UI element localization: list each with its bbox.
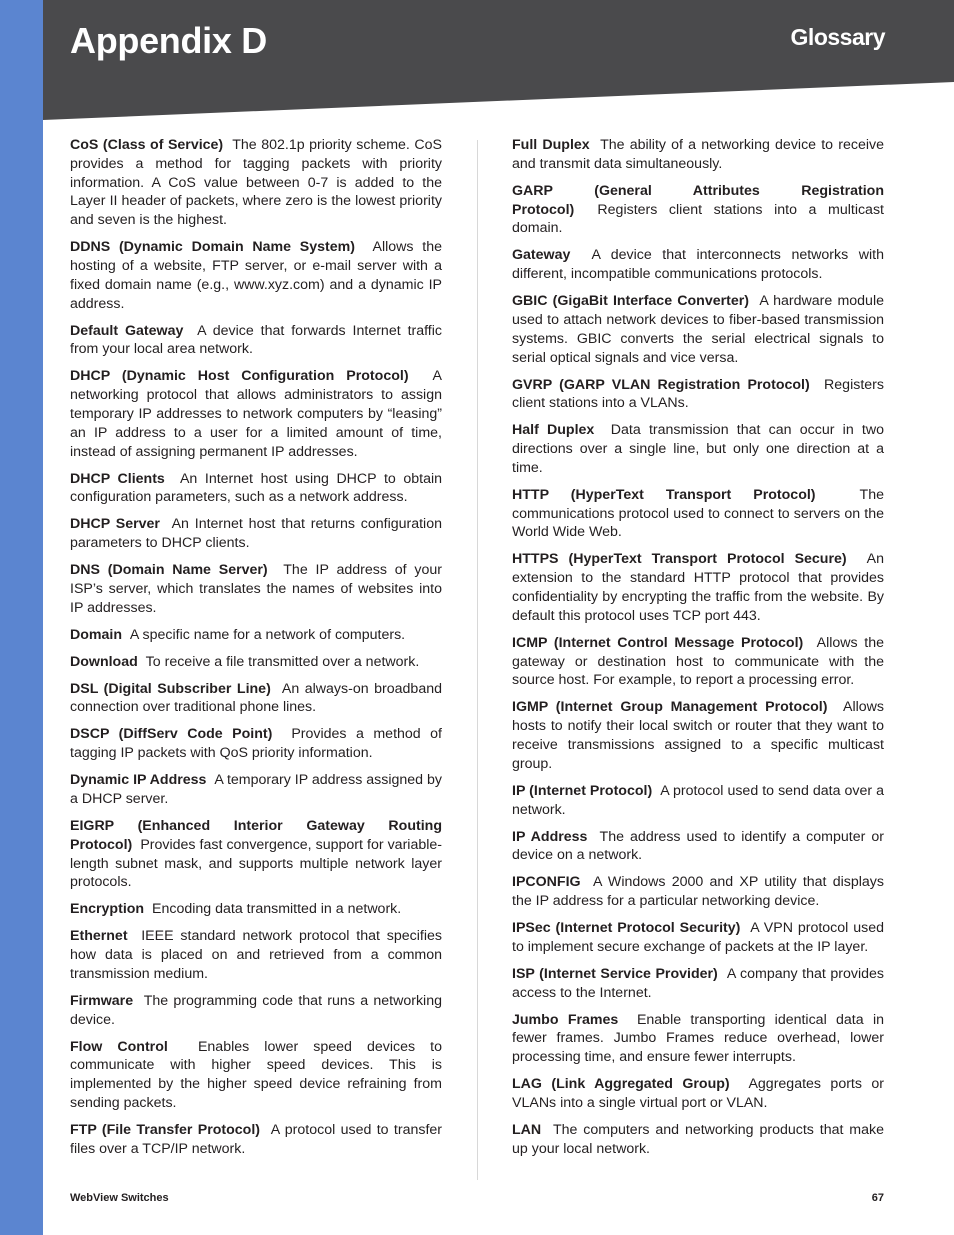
glossary-entry bbox=[512, 1121, 884, 1159]
glossary-entry bbox=[512, 919, 884, 957]
glossary-term: GVRP (GARP VLAN Registration Protocol) bbox=[512, 376, 810, 393]
glossary-entry bbox=[70, 771, 442, 809]
glossary-definition: Allows hosts to notify their local switch or router that they want to receive transmissions assigned to a specific multicast group. bbox=[512, 699, 884, 772]
glossary-term: Dynamic IP Address bbox=[70, 772, 207, 789]
glossary-right-column bbox=[512, 136, 884, 1167]
glossary-term: DNS (Domain Name Server) bbox=[70, 562, 268, 579]
glossary-term: Jumbo Frames bbox=[512, 1011, 619, 1028]
glossary-entry bbox=[512, 1075, 884, 1113]
glossary-entry bbox=[512, 376, 884, 414]
glossary-definition: The IP address of your ISP’s server, which translates the names of websites into IP addresses. bbox=[70, 562, 442, 616]
glossary-entry bbox=[70, 725, 442, 763]
glossary-term: ICMP (Internet Control Message Protocol) bbox=[512, 634, 804, 651]
glossary-definition: Allows the hosting of a website, FTP server, or e-mail server with a fixed domain name (e.g., www.xyz.com) and a dynamic IP address. bbox=[70, 239, 442, 312]
glossary-definition: The communications protocol used to connect to servers on the World Wide Web. bbox=[512, 486, 884, 541]
glossary-term: IP Address bbox=[512, 828, 588, 845]
glossary-definition: A device that interconnects networks with different, incompatible communications protocols. bbox=[512, 247, 885, 283]
glossary-term: ISP (Internet Service Provider) bbox=[512, 965, 718, 982]
glossary-entry bbox=[512, 698, 884, 773]
glossary-entry bbox=[70, 817, 442, 892]
glossary-term: DHCP Clients bbox=[70, 470, 165, 487]
glossary-definition: IEEE standard network protocol that specifies how data is placed on and retrieved from a common transmission medium. bbox=[70, 928, 442, 982]
glossary-definition: An Internet host that returns configuration parameters to DHCP clients. bbox=[70, 516, 442, 552]
glossary-definition: Aggregates ports or VLANs into a single virtual port or VLAN. bbox=[512, 1076, 884, 1112]
glossary-term: Full Duplex bbox=[512, 137, 590, 153]
glossary-entry bbox=[512, 634, 884, 690]
glossary-entry bbox=[70, 992, 442, 1030]
glossary-term: Half Duplex bbox=[512, 422, 595, 439]
glossary-term: IGMP (Internet Group Management Protocol) bbox=[512, 699, 828, 716]
glossary-entry bbox=[70, 653, 442, 672]
glossary-definition: Data transmission that can occur in two directions over a single line, but only one direction at a time. bbox=[512, 422, 885, 476]
glossary-entry bbox=[70, 680, 442, 718]
glossary-definition: Enables lower speed devices to communicate with higher speed devices. This is implemented by the higher speed device refraining from sending packets. bbox=[70, 1038, 442, 1112]
glossary-definition: Registers client stations into a multicast domain. bbox=[512, 201, 884, 237]
section-title: Glossary bbox=[790, 24, 885, 50]
glossary-term: IP (Internet Protocol) bbox=[512, 782, 653, 799]
glossary-entry bbox=[70, 1121, 442, 1159]
glossary-term: Gateway bbox=[512, 247, 571, 264]
glossary-entry bbox=[512, 421, 884, 477]
footer-page-number: 67 bbox=[871, 1192, 884, 1204]
glossary-term: GARP (General Attributes Registration Protocol) bbox=[512, 182, 884, 218]
glossary-definition: A specific name for a network of computers. bbox=[129, 626, 406, 643]
glossary-term: DDNS (Dynamic Domain Name System) bbox=[70, 239, 355, 256]
glossary-entry bbox=[70, 1038, 442, 1113]
glossary-entry bbox=[70, 136, 442, 230]
glossary-entry bbox=[70, 626, 442, 645]
glossary-entry bbox=[512, 246, 884, 284]
glossary-entry bbox=[70, 238, 442, 313]
glossary-entry bbox=[512, 182, 884, 238]
glossary-entry bbox=[70, 900, 442, 919]
glossary-entry bbox=[512, 873, 884, 911]
glossary-term: HTTP (HyperText Transport Protocol) bbox=[512, 486, 816, 503]
glossary-definition: Provides a method of tagging IP packets with QoS priority information. bbox=[70, 726, 442, 762]
glossary-entry bbox=[512, 828, 884, 866]
glossary-definition: Allows the gateway or destination host to communicate with the source host. For example, to report a processing error. bbox=[512, 634, 884, 689]
appendix-title: Appendix D bbox=[70, 20, 268, 61]
glossary-definition: A VPN protocol used to implement secure exchange of packets at the IP layer. bbox=[512, 920, 884, 955]
glossary-term: DHCP (Dynamic Host Configuration Protocol) bbox=[70, 368, 409, 385]
glossary-definition: A device that forwards Internet traffic from your local area network. bbox=[70, 322, 442, 358]
side-accent-bar bbox=[0, 0, 43, 1235]
glossary-entry bbox=[512, 1011, 884, 1067]
glossary-definition: Enable transporting identical data in fewer frames. Jumbo Frames reduce overhead, lower processing time, and ensure fewer interrupts. bbox=[512, 1011, 885, 1066]
glossary-definition: A Windows 2000 and XP utility that displays the IP address for a particular networking device. bbox=[512, 874, 884, 910]
glossary-term: Download bbox=[70, 653, 138, 670]
glossary-term: LAN bbox=[512, 1122, 542, 1139]
glossary-term: HTTPS (HyperText Transport Protocol Secure) bbox=[512, 551, 847, 568]
glossary-term: Default Gateway bbox=[70, 322, 184, 339]
glossary-definition: The computers and networking products that make up your local network. bbox=[512, 1122, 884, 1157]
glossary-term: DHCP Server bbox=[70, 516, 160, 533]
glossary-definition: A company that provides access to the Internet. bbox=[512, 965, 884, 1001]
glossary-term: Domain bbox=[70, 626, 123, 643]
glossary-definition: A protocol used to transfer files over a TCP/IP network. bbox=[70, 1122, 442, 1157]
glossary-term: IPSec (Internet Protocol Security) bbox=[512, 920, 741, 937]
glossary-term: Firmware bbox=[70, 992, 134, 1009]
glossary-definition: A networking protocol that allows administrators to assign temporary IP addresses to network computers by “leasing” an IP address to a user for a limited amount of time, instead of assigning permanent IP addresses. bbox=[70, 368, 442, 460]
glossary-term: IPCONFIG bbox=[512, 874, 581, 891]
glossary-term: Flow Control bbox=[70, 1038, 168, 1055]
glossary-definition: The programming code that runs a networking device. bbox=[70, 992, 442, 1028]
glossary-definition: Provides fast convergence, support for variable-length subnet mask, and supports multiple network layer protocols. bbox=[70, 836, 442, 891]
glossary-term: Ethernet bbox=[70, 928, 128, 945]
glossary-entry bbox=[512, 550, 884, 625]
glossary-term: DSL (Digital Subscriber Line) bbox=[70, 680, 271, 697]
glossary-term: Encryption bbox=[70, 901, 145, 918]
glossary-definition: The ability of a networking device to receive and transmit data simultaneously. bbox=[512, 137, 884, 172]
glossary-left-column bbox=[70, 136, 442, 1167]
glossary-definition: An always-on broadband connection over traditional phone lines. bbox=[70, 680, 442, 716]
glossary-term: LAG (Link Aggregated Group) bbox=[512, 1076, 730, 1093]
glossary-term: EIGRP (Enhanced Interior Gateway Routing Protocol) bbox=[70, 817, 442, 853]
glossary-term: GBIC (GigaBit Interface Converter) bbox=[512, 293, 749, 310]
column-divider bbox=[477, 140, 478, 1180]
glossary-definition: Registers client stations into a VLANs. bbox=[512, 376, 884, 412]
glossary-definition: The 802.1p priority scheme. CoS provides a method for tagging packets with priority information. A CoS value between 0-7 is added to the Layer II header of packets, where zero is the lowest priority and seven is the highest. bbox=[70, 137, 443, 229]
glossary-entry bbox=[512, 292, 884, 367]
glossary-entry bbox=[70, 561, 442, 617]
glossary-entry bbox=[70, 927, 442, 983]
glossary-definition: An extension to the standard HTTP protocol that provides confidentiality by encrypting the traffic from the website. By default this protocol uses TCP port 443. bbox=[512, 551, 885, 624]
footer-product-name: WebView Switches bbox=[70, 1192, 169, 1204]
glossary-entry bbox=[512, 782, 884, 820]
glossary-entry bbox=[70, 515, 442, 553]
glossary-definition: To receive a file transmitted over a network. bbox=[145, 653, 420, 670]
glossary-definition: An Internet host using DHCP to obtain configuration parameters, such as a network address. bbox=[70, 470, 443, 506]
glossary-definition: The address used to identify a computer or device on a network. bbox=[512, 828, 884, 864]
glossary-entry bbox=[70, 470, 442, 508]
glossary-term: DSCP (DiffServ Code Point) bbox=[70, 726, 273, 743]
glossary-definition: A protocol used to send data over a network. bbox=[512, 782, 884, 818]
glossary-entry bbox=[512, 136, 884, 174]
glossary-definition: Encoding data transmitted in a network. bbox=[152, 901, 402, 918]
glossary-entry bbox=[70, 322, 442, 360]
glossary-entry bbox=[512, 486, 884, 542]
glossary-definition: A temporary IP address assigned by a DHCP server. bbox=[70, 772, 442, 807]
glossary-term: FTP (File Transfer Protocol) bbox=[70, 1122, 261, 1139]
glossary-entry bbox=[70, 367, 442, 461]
glossary-term: CoS (Class of Service) bbox=[70, 137, 224, 153]
page-header bbox=[43, 0, 954, 120]
glossary-entry bbox=[512, 965, 884, 1003]
glossary-definition: A hardware module used to attach network devices to fiber-based transmission systems. GBIC converts the serial electrical signals to serial optical signals and vice versa. bbox=[512, 293, 884, 366]
